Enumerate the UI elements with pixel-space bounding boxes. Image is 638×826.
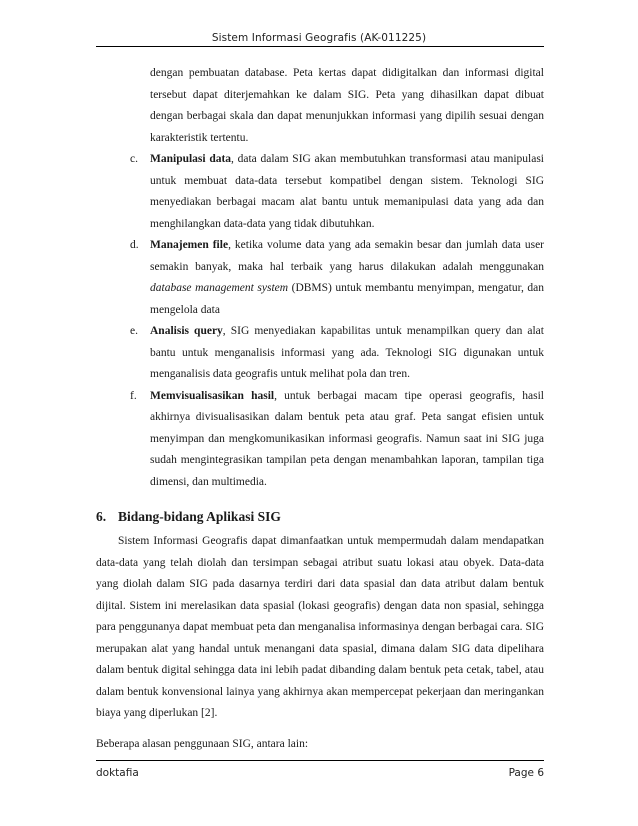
list-marker: c. [130, 153, 138, 165]
list-item-d [96, 235, 544, 321]
list-item-text [150, 149, 544, 235]
page-body [96, 63, 544, 755]
list-item-term: Analisis query [150, 325, 223, 337]
list-item-description: , ketika volume data yang ada semakin besar dan jumlah data user semakin banyak, maka hal terbaik yang harus dilakukan adalah menggunakan [150, 239, 544, 273]
list-item-c [96, 149, 544, 235]
body-paragraph-intro: Beberapa alasan penggunaan SIG, antara lain: [96, 737, 309, 750]
header-rule [96, 46, 544, 47]
body-paragraph: Sistem Informasi Geografis dapat dimanfaatkan untuk mempermudah dalam mendapatkan data-data yang telah diolah dan tersimpan sebagai atribut suatu lokasi atau obyek. Data-data yang diolah dalam SIG pada dasarnya terdiri dari data spasial dan data atribut dalam bentuk dijital. Sistem ini merelasikan data spasial (lokasi geografis) dengan data non spasial, sehingga para penggunanya dapat membuat peta dan menganalisa informasinya dengan berbagai cara. SIG merupakan alat yang handal untuk menangani data spasial, dimana dalam SIG data dipelihara dalam bentuk digital sehingga data ini lebih padat dibanding dalam bentuk peta cetak, tabel, atau dalam bentuk konvensional lainya yang akhirnya akan mempercepat pekerjaan dan meringankan biaya yang diperlukan [2]. [96, 535, 544, 719]
list-item-description: , data dalam SIG akan membutuhkan transformasi atau manipulasi untuk membuat data-data tersebut kompatibel dengan sistem. Teknologi SIG menyediakan berbagai macam alat bantu untuk memanipulasi data yang ada dan menghilangkan data-data yang tidak dibutuhkan. [150, 153, 545, 230]
continuation-paragraph: dengan pembuatan database. Peta kertas dapat didigitalkan dan informasi digital tersebut dapat diterjemahkan ke dalam SIG. Peta yang dihasilkan dapat dibuat dengan berbagai skala dan dapat menunjukkan informasi yang dipilih sesuai dengan karakteristik tertentu. [150, 67, 544, 144]
page-header: Sistem Informasi Geografis (AK-011225) [211, 32, 427, 44]
footer-rule [96, 760, 544, 761]
list-item-term: Manipulasi data [150, 153, 232, 165]
list-item-description-end: (DBMS) untuk membantu menyimpan, mengatur, dan mengelola data [150, 282, 544, 316]
emphasis-term: database management system [150, 282, 289, 294]
section-number: 6. [96, 509, 107, 524]
list-item-text [150, 386, 544, 494]
list-item-f [96, 386, 544, 494]
list-item-text [150, 235, 544, 321]
list-marker: e. [130, 325, 138, 337]
list-item-description: , SIG menyediakan kapabilitas untuk menampilkan query dan alat bantu untuk menganalisis informasi yang ada. Teknologi SIG digunakan untuk menganalisis data geografis untuk melihat pola dan tren. [150, 325, 544, 380]
list-marker: f. [130, 389, 137, 402]
list-marker: d. [130, 239, 139, 251]
section-heading [96, 508, 544, 526]
list-item-description: , untuk berbagai macam tipe operasi geografis, hasil akhirnya divisualisasikan dalam bentuk peta atau graf. Peta sangat efisien untuk menyimpan dan mengkomunikasikan informasi geografis. Namun saat ini SIG juga sudah mengintegrasikan tampilan peta dengan menambahkan laporan, tampilan tiga dimensi, dan multimedia. [150, 389, 544, 488]
section-title: Bidang-bidang Aplikasi SIG [118, 509, 281, 524]
list-item-term: Manajemen file [150, 239, 229, 251]
list-item-text [150, 321, 544, 386]
list-item-term: Memvisualisasikan hasil [150, 389, 275, 402]
page-number: Page 6 [508, 767, 544, 779]
footer-author: doktafia [96, 767, 139, 779]
list-item-e [96, 321, 544, 386]
